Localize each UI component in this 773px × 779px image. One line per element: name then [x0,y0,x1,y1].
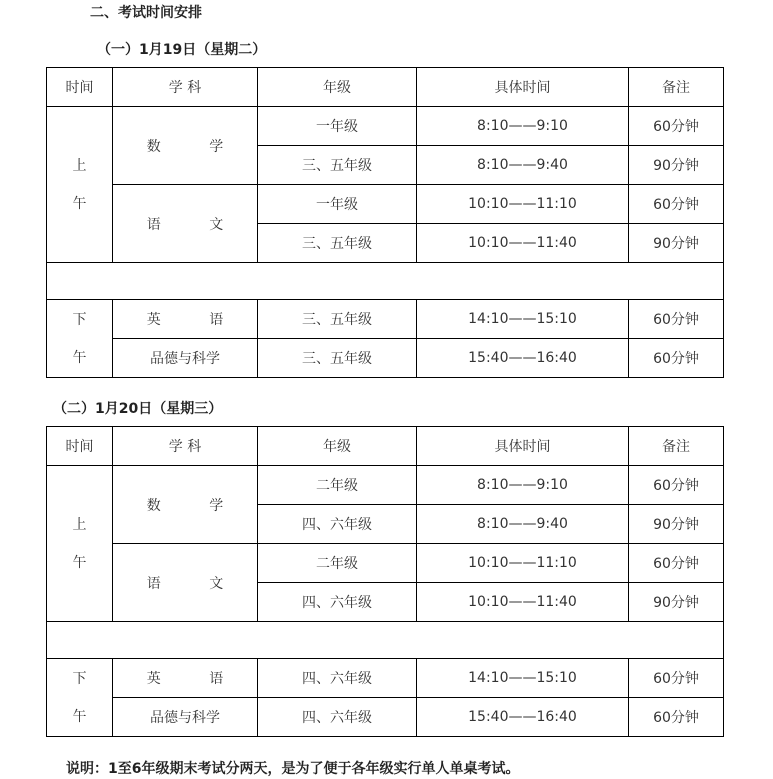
grade-cell: 四、六年级 [258,583,417,622]
section-heading: 二、考试时间安排 [90,5,202,21]
note-cell: 60分钟 [629,659,724,698]
grade-cell: 三、五年级 [258,339,417,378]
subject-cell: 数 学 [113,466,258,544]
note-cell: 90分钟 [629,224,724,263]
note-cell: 60分钟 [629,185,724,224]
table-row [47,339,724,378]
header-time: 时间 [47,427,113,466]
time-cell: 10:10——11:10 [417,544,629,583]
header-time: 时间 [47,68,113,107]
grade-cell: 二年级 [258,466,417,505]
grade-cell: 三、五年级 [258,224,417,263]
period-char: 午 [72,708,87,725]
note-cell: 60分钟 [629,339,724,378]
grade-cell: 二年级 [258,544,417,583]
period-char: 下 [72,670,87,687]
subject-cell: 语 文 [113,544,258,622]
period-char: 午 [72,349,87,366]
time-cell: 10:10——11:40 [417,224,629,263]
note-cell: 60分钟 [629,466,724,505]
grade-cell: 三、五年级 [258,146,417,185]
header-grade: 年级 [258,68,417,107]
separator-cell [47,263,724,300]
separator-row [47,622,724,659]
subject-cell: 语 文 [113,185,258,263]
table-row [47,466,724,505]
note-cell: 60分钟 [629,544,724,583]
table-row [47,185,724,224]
table-row [47,659,724,698]
note-cell: 60分钟 [629,300,724,339]
time-cell: 8:10——9:40 [417,505,629,544]
period-char: 午 [72,195,87,212]
table-row [47,544,724,583]
subject-cell: 数 学 [113,107,258,185]
header-row [47,427,724,466]
footnote: 说明：1至6年级期末考试分两天，是为了便于各年级实行单人单桌考试。 [66,761,520,777]
grade-cell: 四、六年级 [258,698,417,737]
time-cell: 8:10——9:10 [417,107,629,146]
note-cell: 60分钟 [629,698,724,737]
time-cell: 15:40——16:40 [417,339,629,378]
separator-row [47,263,724,300]
time-cell: 8:10——9:40 [417,146,629,185]
table-row [47,698,724,737]
table-row [47,300,724,339]
period-afternoon [47,300,113,378]
subject-cell: 英 语 [113,300,258,339]
period-char: 午 [72,554,87,571]
time-cell: 10:10——11:10 [417,185,629,224]
note-cell: 90分钟 [629,146,724,185]
subject-cell: 品德与科学 [113,339,258,378]
separator-cell [47,622,724,659]
period-morning [47,107,113,263]
header-remark: 备注 [629,427,724,466]
day2-heading: （二）1月20日（星期三） [53,401,223,417]
note-cell: 90分钟 [629,583,724,622]
note-cell: 60分钟 [629,107,724,146]
note-cell: 90分钟 [629,505,724,544]
period-afternoon [47,659,113,737]
table-row [47,107,724,146]
grade-cell: 四、六年级 [258,505,417,544]
time-cell: 8:10——9:10 [417,466,629,505]
subject-cell: 英 语 [113,659,258,698]
time-cell: 14:10——15:10 [417,659,629,698]
time-cell: 15:40——16:40 [417,698,629,737]
grade-cell: 一年级 [258,107,417,146]
time-cell: 14:10——15:10 [417,300,629,339]
period-char: 上 [72,157,87,174]
grade-cell: 一年级 [258,185,417,224]
header-row [47,68,724,107]
header-remark: 备注 [629,68,724,107]
subject-cell: 品德与科学 [113,698,258,737]
grade-cell: 三、五年级 [258,300,417,339]
schedule-table-day1 [46,67,724,378]
period-char: 下 [72,311,87,328]
period-char: 上 [72,516,87,533]
time-cell: 10:10——11:40 [417,583,629,622]
header-subject: 学 科 [113,68,258,107]
day1-heading: （一）1月19日（星期二） [97,42,267,58]
schedule-table-day2 [46,426,724,737]
grade-cell: 四、六年级 [258,659,417,698]
period-morning [47,466,113,622]
header-subject: 学 科 [113,427,258,466]
header-specific-time: 具体时间 [417,427,629,466]
header-specific-time: 具体时间 [417,68,629,107]
header-grade: 年级 [258,427,417,466]
